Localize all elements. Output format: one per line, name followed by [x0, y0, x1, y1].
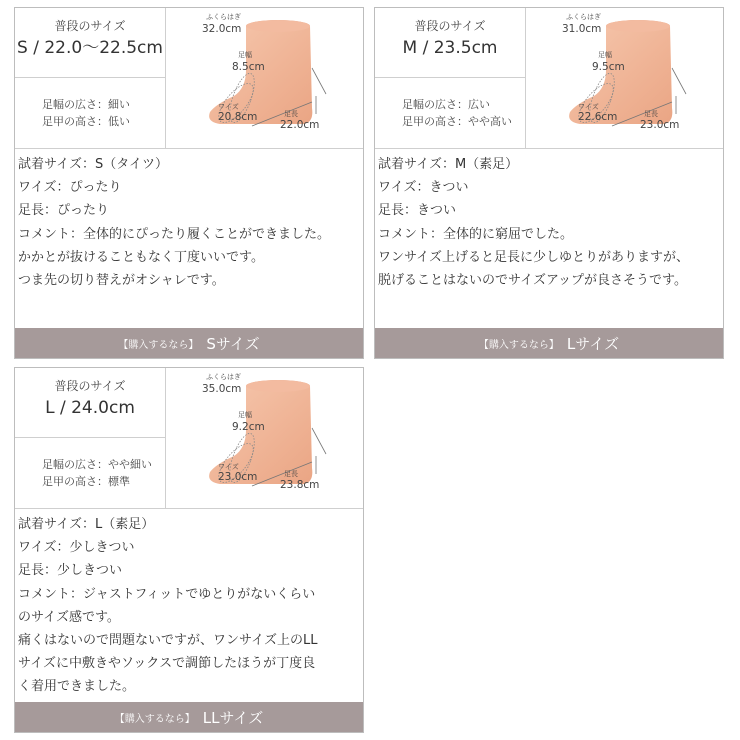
- foot-measurements: [166, 368, 363, 508]
- foot-illustration: [166, 368, 366, 508]
- usual-size-box: [15, 8, 165, 78]
- length-value: 23.0cm: [640, 119, 680, 131]
- foot-measurements: [526, 8, 723, 148]
- usual-size-title: 普段のサイズ: [54, 19, 126, 33]
- ankle-value: 9.2cm: [232, 421, 265, 433]
- review-line: 試着サイズ：M（素足）: [378, 157, 519, 172]
- buy-size-label: Lサイズ: [566, 334, 620, 353]
- review-line: く着用できました。: [18, 679, 136, 695]
- length-caption: 足長: [284, 110, 298, 118]
- instep-height-label: 足甲の高さ：やや高い: [402, 115, 512, 128]
- wise-value: 23.0cm: [218, 471, 258, 483]
- card-header: [15, 8, 363, 149]
- review-line: 足長：きつい: [378, 203, 457, 219]
- size-review-card: [14, 367, 364, 733]
- ankle-value: 9.5cm: [592, 61, 625, 73]
- ankle-caption: 足幅: [238, 411, 252, 419]
- buy-prefix: 【購入するなら】: [114, 713, 195, 725]
- review-line: 試着サイズ：S（タイツ）: [18, 157, 168, 172]
- review-line: 足長：ぴったり: [18, 203, 110, 219]
- review-line: ワイズ：少しきつい: [18, 540, 135, 556]
- calf-caption: ふくらはぎ: [566, 13, 601, 21]
- length-caption: 足長: [284, 470, 298, 478]
- usual-info: [375, 8, 526, 148]
- length-value: 22.0cm: [280, 119, 320, 131]
- foot-features: [15, 78, 165, 148]
- foot-measurements: [166, 8, 363, 148]
- review-line: のサイズ感です。: [18, 609, 120, 625]
- foot-illustration: [526, 8, 726, 148]
- calf-value: 31.0cm: [562, 23, 602, 35]
- usual-size-box: [15, 368, 165, 438]
- card-header: [15, 368, 363, 509]
- size-review-card: [14, 7, 364, 359]
- usual-size-value: L / 24.0cm: [45, 398, 135, 418]
- buy-size-label: LLサイズ: [202, 708, 264, 727]
- review-text: [15, 509, 363, 699]
- calf-value: 32.0cm: [202, 23, 242, 35]
- review-line: 脱げることはないのでサイズアップが良さそうです。: [378, 273, 688, 289]
- review-line: 痛くはないので問題ないですが、ワンサイズ上のLL: [18, 633, 318, 649]
- calf-caption: ふくらはぎ: [206, 13, 241, 21]
- size-review-card: [374, 7, 724, 359]
- review-text: [15, 149, 363, 292]
- review-line: ワンサイズ上げると足長に少しゆとりがありますが、: [378, 249, 689, 265]
- buy-size-button[interactable]: [375, 328, 723, 358]
- foot-width-label: 足幅の広さ：やや細い: [42, 458, 152, 471]
- wise-caption: ワイズ: [218, 463, 239, 471]
- review-line: ワイズ：きつい: [378, 180, 469, 196]
- foot-width-label: 足幅の広さ：広い: [402, 98, 490, 111]
- usual-size-value: S / 22.0〜22.5cm: [17, 38, 163, 58]
- buy-size-button[interactable]: [15, 702, 363, 732]
- instep-height-label: 足甲の高さ：標準: [42, 475, 130, 488]
- review-line: 試着サイズ：L（素足）: [18, 517, 155, 532]
- length-caption: 足長: [644, 110, 658, 118]
- buy-size-button[interactable]: [15, 328, 363, 358]
- review-line: サイズに中敷きやソックスで調節したほうが丁度良: [18, 656, 316, 672]
- buy-prefix: 【購入するなら】: [118, 339, 199, 351]
- buy-size-label: Sサイズ: [206, 334, 260, 353]
- foot-features: [375, 78, 525, 148]
- review-line: コメント：全体的に窮屈でした。: [378, 226, 574, 242]
- usual-info: [15, 8, 166, 148]
- usual-size-value: M / 23.5cm: [402, 38, 498, 58]
- length-value: 23.8cm: [280, 479, 320, 491]
- review-line: 足長：少しきつい: [18, 563, 123, 579]
- review-line: つま先の切り替えがオシャレです。: [18, 273, 225, 289]
- review-line: コメント：ジャストフィットでゆとりがないくらい: [18, 586, 316, 602]
- review-line: コメント：全体的にぴったり履くことができました。: [18, 226, 331, 242]
- ankle-caption: 足幅: [598, 51, 612, 59]
- card-header: [375, 8, 723, 149]
- instep-height-label: 足甲の高さ：低い: [42, 115, 130, 128]
- foot-width-label: 足幅の広さ：細い: [42, 98, 130, 111]
- usual-size-title: 普段のサイズ: [414, 19, 486, 33]
- foot-features: [15, 438, 165, 508]
- wise-caption: ワイズ: [578, 103, 599, 111]
- usual-size-box: [375, 8, 525, 78]
- ankle-caption: 足幅: [238, 51, 252, 59]
- wise-caption: ワイズ: [218, 103, 239, 111]
- ankle-value: 8.5cm: [232, 61, 265, 73]
- buy-prefix: 【購入するなら】: [478, 339, 559, 351]
- calf-value: 35.0cm: [202, 383, 242, 395]
- review-line: ワイズ：ぴったり: [18, 180, 122, 196]
- review-line: かかとが抜けることもなく丁度いいです。: [18, 249, 264, 265]
- usual-size-title: 普段のサイズ: [54, 379, 126, 393]
- usual-info: [15, 368, 166, 508]
- wise-value: 22.6cm: [578, 111, 618, 123]
- wise-value: 20.8cm: [218, 111, 258, 123]
- review-text: [375, 149, 723, 292]
- foot-illustration: [166, 8, 366, 148]
- calf-caption: ふくらはぎ: [206, 373, 241, 381]
